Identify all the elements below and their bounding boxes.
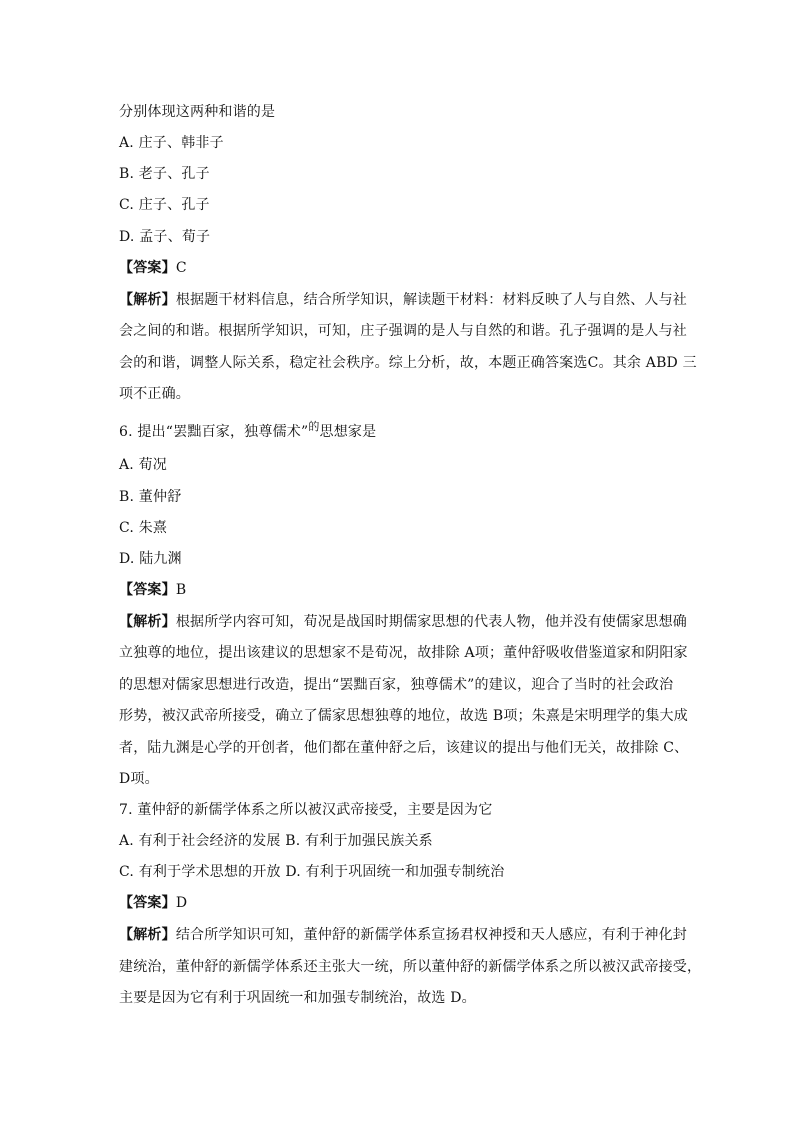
- q5-analysis-line-1: [119, 290, 688, 310]
- q5-analysis-line-3: 会的和谐，调整人际关系，稳定社会秩序。综上分析，故，本题正确答案选C。其余 ABD 三: [119, 355, 697, 371]
- analysis-text: 根据所学内容可知，荀况是战国时期儒家思想的代表人物，他并没有使儒家思想确: [175, 614, 688, 630]
- analysis-tag: 【解析】: [119, 614, 176, 630]
- q6-stem-sup: 的: [308, 420, 320, 433]
- q7-stem: 7. 董仲舒的新儒学体系之所以被汉武帝接受，主要是因为它: [119, 802, 493, 818]
- answer-tag: 【答案】: [119, 582, 176, 598]
- q7-answer: [119, 893, 679, 913]
- q7-analysis-line-2: 建统治，董仲舒的新儒学体系还主张大一统，所以董仲舒的新儒学体系之所以被汉武帝接受，: [119, 959, 702, 975]
- answer-value: D: [175, 895, 188, 911]
- q6-option-c: C. 朱熹: [119, 520, 168, 536]
- q6-option-b: B. 董仲舒: [119, 489, 182, 505]
- q6-stem: [119, 422, 679, 443]
- q5-option-d: D. 孟子、荀子: [119, 229, 211, 245]
- q6-analysis-line-6: D项。: [119, 771, 159, 787]
- q6-analysis-line-3: 的思想对儒家思想进行改造，提出“罢黜百家，独尊儒术”的建议，迎合了当时的社会政治: [119, 677, 674, 693]
- q7-options-line-2: C. 有利于学术思想的开放 D. 有利于巩固统一和加强专制统治: [119, 864, 505, 880]
- q6-analysis-line-2: 立独尊的地位，提出该建议的思想家不是荀况，故排除 A项；董仲舒吸收借鉴道家和阴阳家: [119, 645, 688, 661]
- answer-tag: 【答案】: [119, 260, 176, 276]
- answer-value: C: [175, 260, 187, 276]
- analysis-text: 根据题干材料信息，结合所学知识，解读题干材料：材料反映了人与自然、人与社: [175, 292, 688, 308]
- q6-answer: [119, 580, 679, 600]
- analysis-text: 结合所学知识可知，董仲舒的新儒学体系宣扬君权神授和天人感应，有利于神化封: [175, 927, 688, 943]
- answer-tag: 【答案】: [119, 895, 176, 911]
- q6-option-d: D. 陆九渊: [119, 551, 182, 567]
- q5-option-b: B. 老子、孔子: [119, 166, 210, 182]
- q6-analysis-line-1: [119, 612, 688, 632]
- q7-options-line-1: A. 有利于社会经济的发展 B. 有利于加强民族关系: [119, 833, 433, 849]
- analysis-tag: 【解析】: [119, 927, 176, 943]
- answer-value: B: [175, 582, 187, 598]
- q5-analysis-line-4: 项不正确。: [119, 386, 190, 402]
- q7-analysis-line-3: 主要是因为它有利于巩固统一和加强专制统治，故选 D。: [119, 990, 476, 1006]
- q5-stem-tail: 分别体现这两种和谐的是: [119, 104, 276, 120]
- q5-analysis-line-2: 会之间的和谐。根据所学知识，可知，庄子强调的是人与自然的和谐。孔子强调的是人与社: [119, 323, 687, 339]
- q6-option-a: A. 荀况: [119, 457, 168, 473]
- q5-option-c: C. 庄子、孔子: [119, 197, 210, 213]
- q6-stem-end: 思想家是: [319, 424, 377, 440]
- analysis-tag: 【解析】: [119, 292, 176, 308]
- q6-analysis-line-4: 形势，被汉武帝所接受，确立了儒家思想独尊的地位，故选 B项；朱熹是宋明理学的集大成: [119, 708, 688, 724]
- q6-analysis-line-5: 者，陆九渊是心学的开创者，他们都在董仲舒之后，该建议的提出与他们无关，故排除 C、: [119, 740, 689, 756]
- q5-option-a: A. 庄子、韩非子: [119, 135, 224, 151]
- q6-stem-main: 6. 提出“罢黜百家，独尊儒术”: [119, 424, 309, 440]
- q5-answer: [119, 258, 679, 278]
- q7-analysis-line-1: [119, 925, 688, 945]
